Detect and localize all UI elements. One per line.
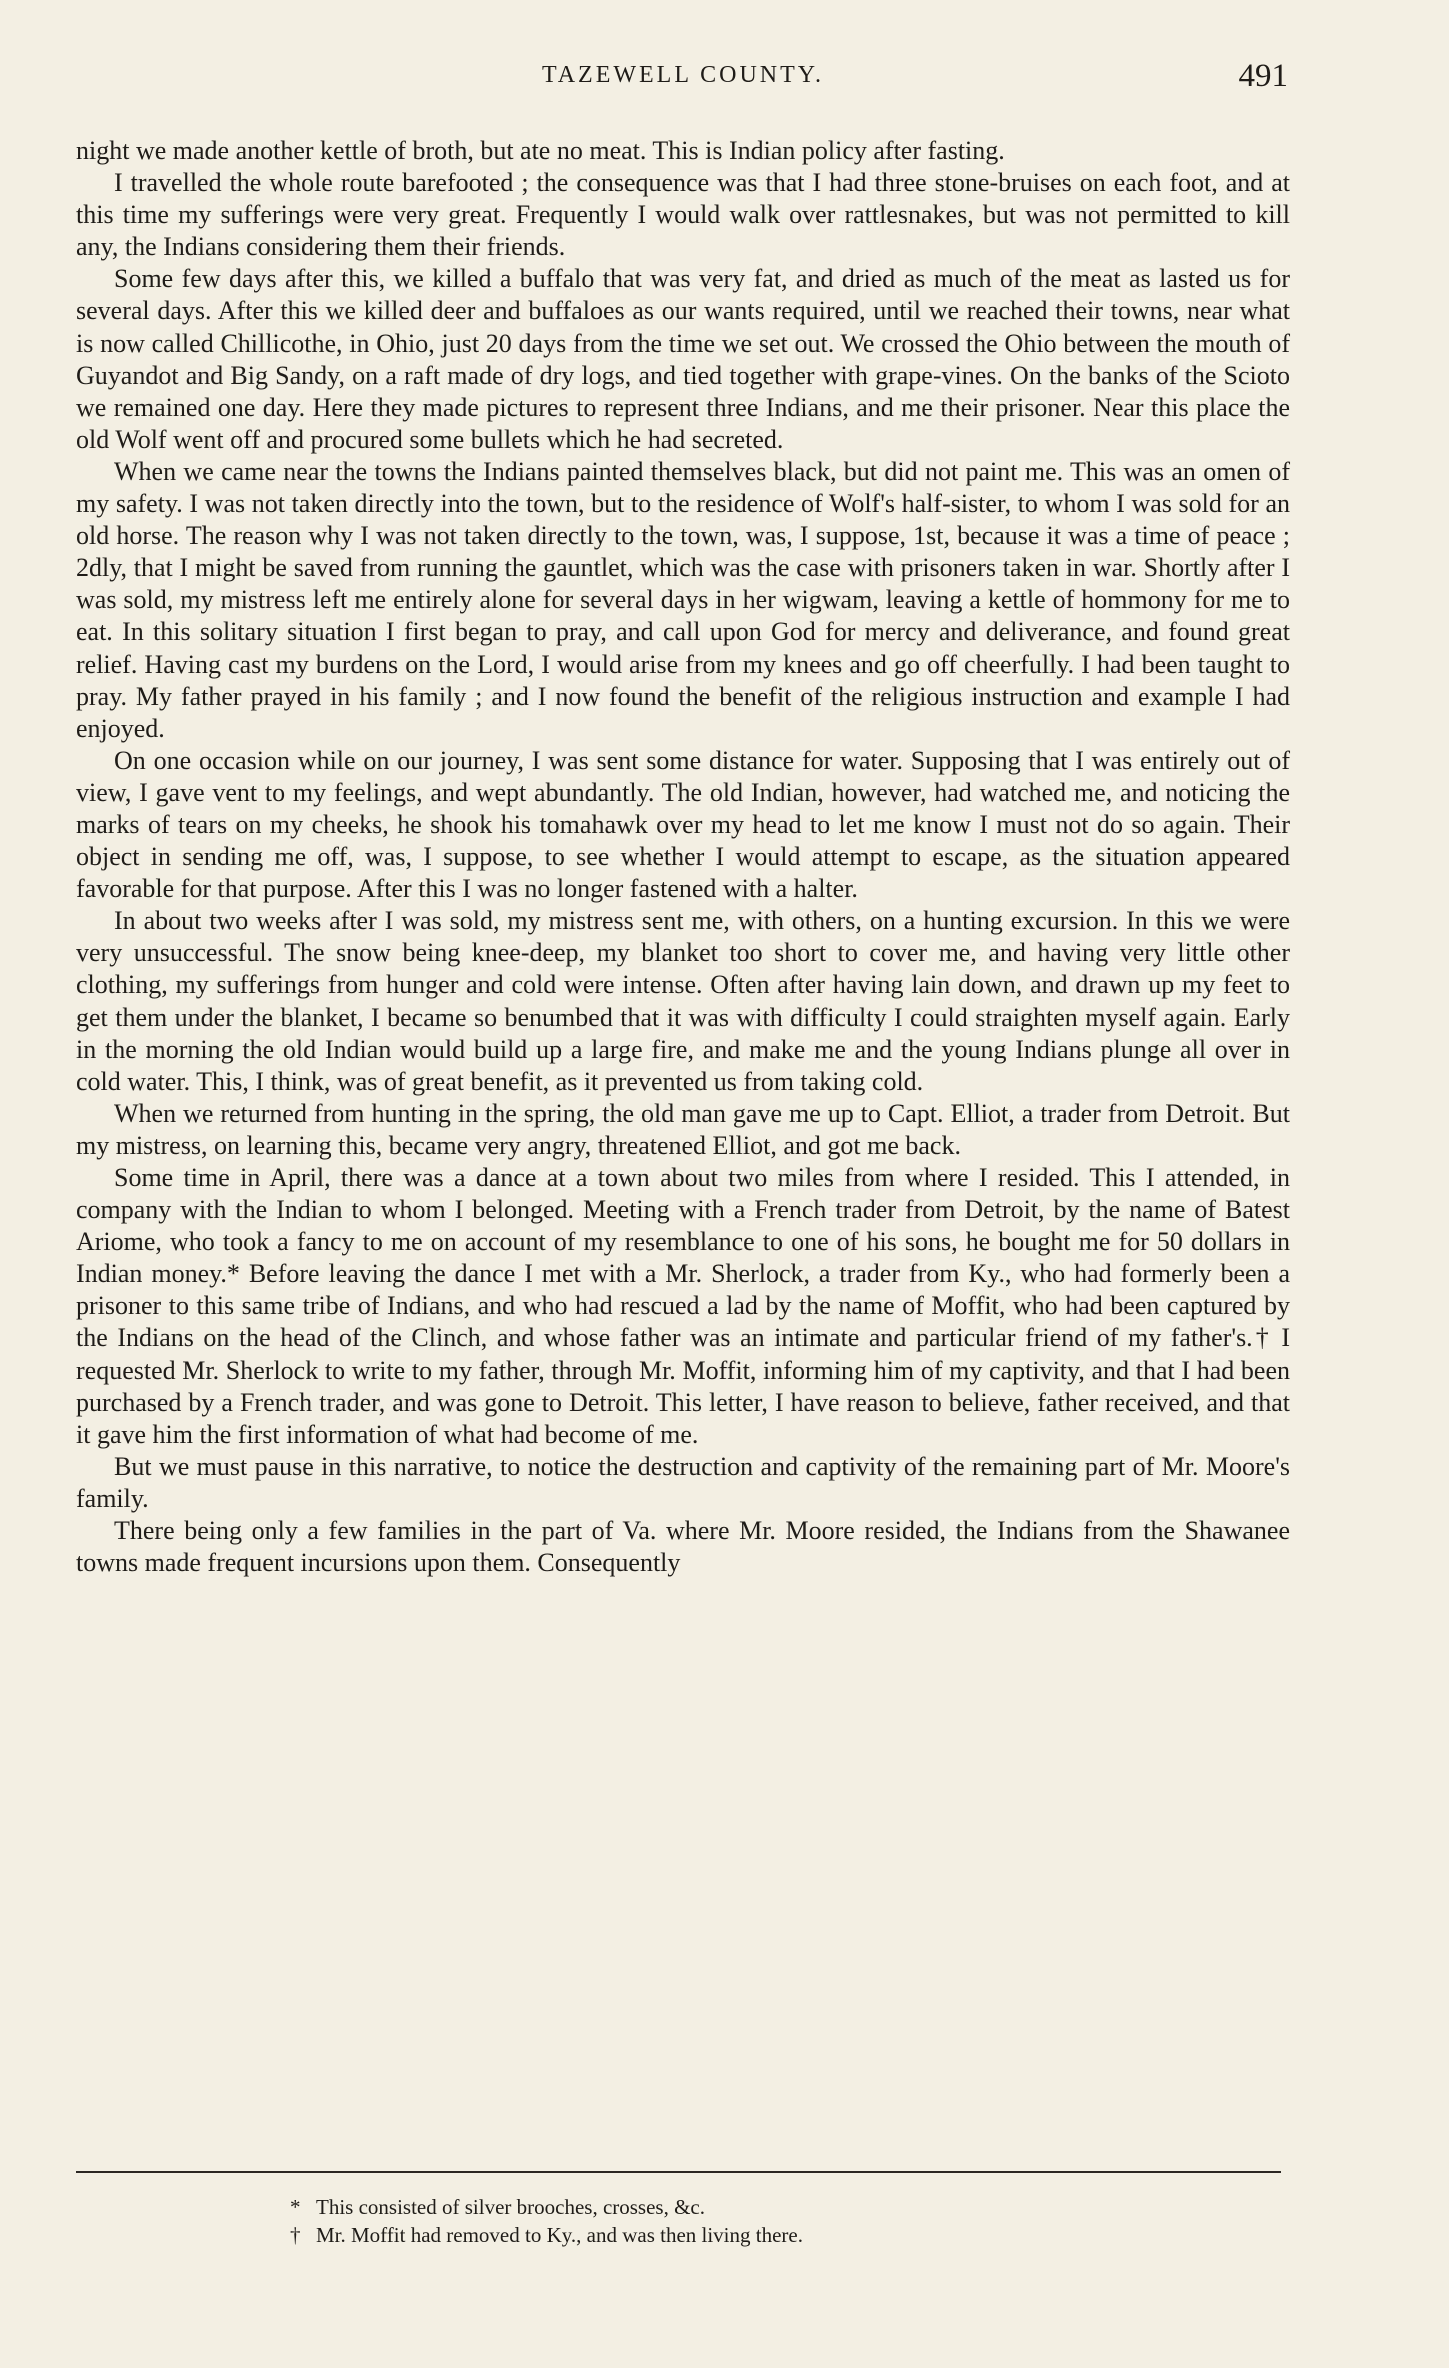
footnote-mark: † xyxy=(290,2223,301,2247)
page-number: 491 xyxy=(1238,58,1288,94)
footnote-text: Mr. Moffit had removed to Ky., and was then living there. xyxy=(316,2223,803,2247)
paragraph: When we came near the towns the Indians painted themselves black, but did not paint me. This was an omen of my safety. I was not taken directly into the town, but to the residence of Wolf's half-sister, to whom I was sold for an old horse. The reason why I was not taken directly to the town, was, I suppose, 1st, because it was a time of peace ; 2dly, that I might be saved from running the gauntlet, which was the case with prisoners taken in war. Shortly after I was sold, my mistress left me entirely alone for several days in her wigwam, leaving a kettle of hommony for me to eat. In this solitary situation I first began to pray, and call upon God for mercy and deliverance, and found great relief. Having cast my burdens on the Lord, I would arise from my knees and go off cheerfully. I had been taught to pray. My father prayed in his family ; and I now found the benefit of the religious instruction and example I had enjoyed. xyxy=(76,456,1290,743)
body-text xyxy=(76,135,1290,1579)
paragraph: Some time in April, there was a dance at a town about two miles from where I resided. This I attended, in company with the Indian to whom I belonged. Meeting with a French trader from Detroit, by the name of Batest Ariome, who took a fancy to me on account of my resemblance to one of his sons, he bought me for 50 dollars in Indian money.* Before leaving the dance I met with a Mr. Sherlock, a trader from Ky., who had formerly been a prisoner to this same tribe of Indians, and who had rescued a lad by the name of Moffit, who had been captured by the Indians on the head of the Clinch, and whose father was an intimate and particular friend of my father's.† I requested Mr. Sherlock to write to my father, through Mr. Moffit, informing him of my captivity, and that I had been purchased by a French trader, and was gone to Detroit. This letter, I have reason to believe, father received, and that it gave him the first information of what had become of me. xyxy=(76,1163,1290,1449)
paragraph: night we made another kettle of broth, but ate no meat. This is Indian policy after fasting. xyxy=(76,136,1005,165)
footnote-divider xyxy=(76,2171,1281,2173)
paragraph: On one occasion while on our journey, I was sent some distance for water. Supposing that I was entirely out of view, I gave vent to my feelings, and wept abundantly. The old Indian, however, had watched me, and noticing the marks of tears on my cheeks, he shook his tomahawk over my head to let me know I must not do so again. Their object in sending me off, was, I suppose, to see whether I would attempt to escape, as the situation appeared favorable for that purpose. After this I was no longer fastened with a halter. xyxy=(76,745,1290,904)
footnotes xyxy=(290,2193,1190,2249)
paragraph: There being only a few families in the part of Va. where Mr. Moore resided, the Indians from the Shawanee towns made frequent incursions upon them. Consequently xyxy=(76,1516,1290,1578)
running-title: TAZEWELL COUNTY. xyxy=(541,62,825,88)
paragraph: In about two weeks after I was sold, my mistress sent me, with others, on a hunting excursion. In this we were very unsuccessful. The snow being knee-deep, my blanket too short to cover me, and having very little other clothing, my sufferings from hunger and cold were intense. Often after having lain down, and drawn up my feet to get them under the blanket, I became so benumbed that it was with difficulty I could straighten myself again. Early in the morning the old Indian would build up a large fire, and make me and the young Indians plunge all over in cold water. This, I think, was of great benefit, as it prevented us from taking cold. xyxy=(76,906,1290,1096)
footnote xyxy=(290,2221,1190,2249)
paragraph: I travelled the whole route barefooted ; the consequence was that I had three stone-bruises on each foot, and at this time my sufferings were very great. Frequently I would walk over rattlesnakes, but was not permitted to kill any, the Indians considering them their friends. xyxy=(76,168,1290,262)
paragraph: But we must pause in this narrative, to notice the destruction and captivity of the remaining part of Mr. Moore's family. xyxy=(76,1451,1290,1513)
footnote-mark: * xyxy=(290,2195,301,2219)
paragraph: When we returned from hunting in the spring, the old man gave me up to Capt. Elliot, a trader from Detroit. But my mistress, on learning this, became very angry, threatened Elliot, and got me back. xyxy=(76,1098,1290,1160)
footnote-text: This consisted of silver brooches, crosses, &c. xyxy=(316,2195,706,2219)
footnote xyxy=(290,2193,1190,2221)
paragraph: Some few days after this, we killed a buffalo that was very fat, and dried as much of the meat as lasted us for several days. After this we killed deer and buffaloes as our wants required, until we reached their towns, near what is now called Chillicothe, in Ohio, just 20 days from the time we set out. We crossed the Ohio between the mouth of Guyandot and Big Sandy, on a raft made of dry logs, and tied together with grape-vines. On the banks of the Scioto we remained one day. Here they made pictures to represent three Indians, and me their prisoner. Near this place the old Wolf went off and procured some bullets which he had secreted. xyxy=(76,264,1290,454)
running-head xyxy=(78,58,1288,98)
